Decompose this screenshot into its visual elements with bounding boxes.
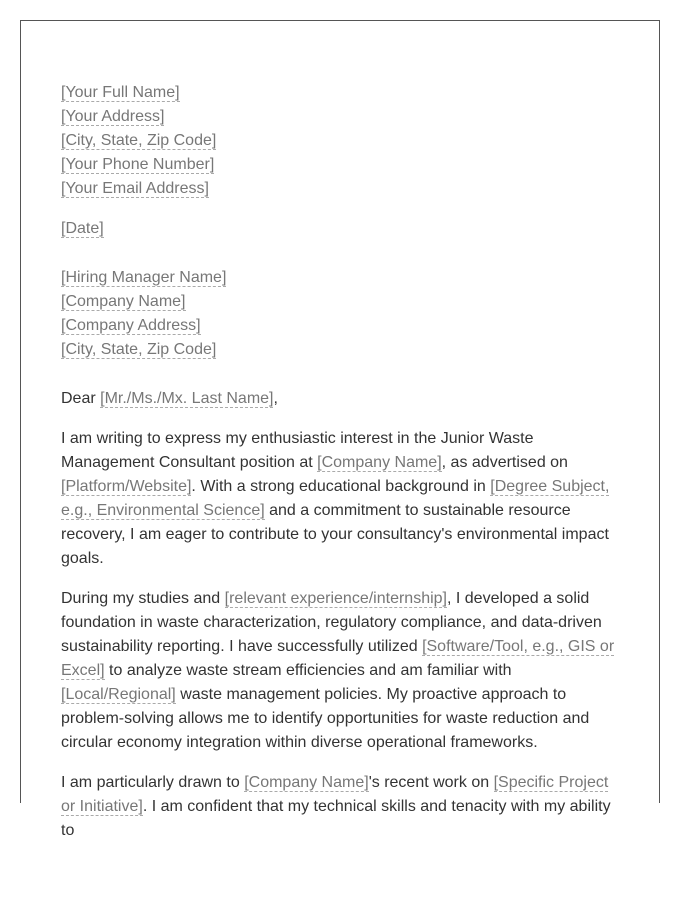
sender-city-state-zip[interactable]: [City, State, Zip Code]: [61, 132, 217, 149]
salutation-prefix: Dear: [61, 390, 101, 407]
para2-text-2: , I developed a solid foundation in waste characterization, regulatory compliance, and data-driven sustainability reporting. I have successfully utilized: [61, 590, 602, 655]
para1-text-1: I am writing to express my enthusiastic interest in the Junior Waste Management Consultant position at: [61, 430, 534, 471]
sender-address[interactable]: [Your Address]: [61, 108, 165, 125]
body-paragraph-3: [61, 771, 626, 843]
sender-block: [61, 81, 626, 201]
para3-text-1: I am particularly drawn to: [61, 774, 245, 791]
recipient-company-name[interactable]: [Company Name]: [61, 293, 186, 310]
para2-region[interactable]: [Local/Regional]: [61, 686, 176, 703]
para3-company-name[interactable]: [Company Name]: [244, 774, 369, 791]
para2-software-tool[interactable]: [Software/Tool, e.g., GIS or Excel]: [61, 638, 615, 679]
para2-text-1: During my studies and: [61, 590, 225, 607]
para3-specific-project[interactable]: [Specific Project or Initiative]: [61, 774, 609, 815]
recipient-city-state-zip[interactable]: [City, State, Zip Code]: [61, 341, 217, 358]
para1-degree-subject[interactable]: [Degree Subject, e.g., Environmental Science]: [61, 478, 610, 519]
body-paragraph-1: [61, 427, 626, 571]
para3-text-2: 's recent work on: [368, 774, 494, 791]
body-paragraph-2: [61, 587, 626, 755]
salutation: [61, 387, 626, 411]
para2-experience[interactable]: [relevant experience/internship]: [224, 590, 447, 607]
letter-date[interactable]: [Date]: [61, 220, 104, 237]
recipient-company-address[interactable]: [Company Address]: [61, 317, 201, 334]
document-page: [20, 20, 660, 839]
recipient-hiring-manager[interactable]: [Hiring Manager Name]: [61, 269, 227, 286]
date-block: [61, 217, 626, 241]
cover-letter: [61, 81, 626, 859]
recipient-block: [61, 266, 626, 362]
salutation-suffix: ,: [273, 390, 278, 407]
para1-platform[interactable]: [Platform/Website]: [61, 478, 192, 495]
para1-text-2: , as advertised on: [441, 454, 568, 471]
para3-text-3: . I am confident that my technical skills and tenacity with my ability to: [61, 798, 611, 839]
salutation-name[interactable]: [Mr./Ms./Mx. Last Name]: [100, 390, 274, 407]
sender-phone[interactable]: [Your Phone Number]: [61, 156, 215, 173]
para2-text-3: to analyze waste stream efficiencies and am familiar with: [104, 662, 512, 679]
para1-company-name[interactable]: [Company Name]: [317, 454, 442, 471]
para1-text-4: and a commitment to sustainable resource recovery, I am eager to contribute to your consultancy's environmental impact goals.: [61, 502, 609, 567]
para2-text-4: waste management policies. My proactive approach to problem-solving allows me to identify opportunities for waste reduction and circular economy integration within diverse operational frameworks.: [61, 686, 590, 751]
sender-full-name[interactable]: [Your Full Name]: [61, 84, 180, 101]
sender-email[interactable]: [Your Email Address]: [61, 180, 209, 197]
para1-text-3: . With a strong educational background in: [191, 478, 491, 495]
